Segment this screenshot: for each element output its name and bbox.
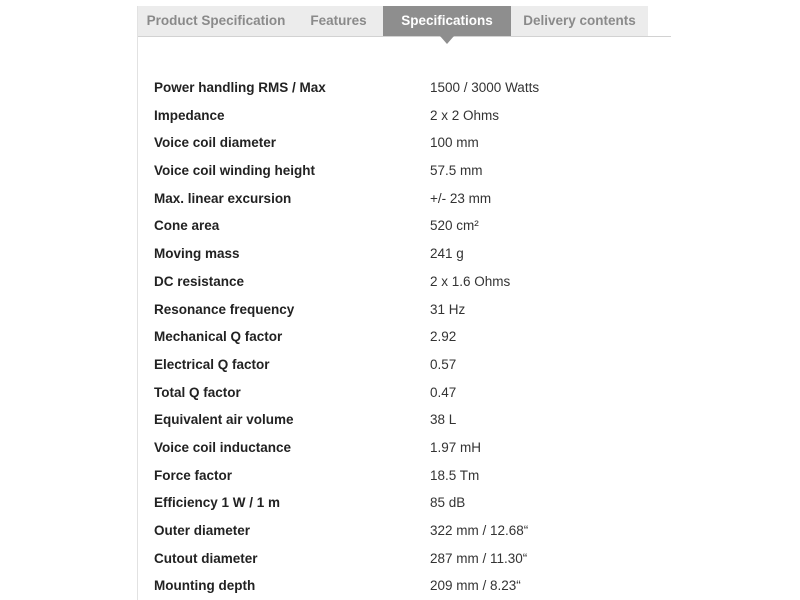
- spec-label: Impedance: [154, 107, 225, 123]
- tab-specifications[interactable]: [383, 6, 511, 36]
- tab-specifications-label: Specifications: [401, 13, 493, 28]
- spec-label: Voice coil winding height: [154, 163, 316, 179]
- spec-row: [154, 184, 654, 212]
- spec-row: [154, 156, 654, 184]
- tab-delivery-contents[interactable]: Delivery contents: [511, 6, 648, 36]
- spec-row: [154, 295, 654, 323]
- spec-row: [154, 73, 654, 101]
- spec-label: Force factor: [154, 467, 233, 483]
- spec-value: 18.5 Tm: [430, 467, 480, 483]
- spec-row: [154, 211, 654, 239]
- product-detail-panel: [137, 6, 671, 600]
- spec-label: Resonance frequency: [154, 301, 295, 317]
- tab-product-specification[interactable]: Product Specification: [138, 6, 294, 36]
- spec-value: 100 mm: [430, 135, 479, 151]
- active-tab-pointer-icon: [440, 36, 454, 44]
- spec-row: [154, 239, 654, 267]
- spec-row: [154, 405, 654, 433]
- spec-row: [154, 322, 654, 350]
- spec-row: [154, 516, 654, 544]
- spec-label: Voice coil inductance: [154, 439, 292, 455]
- spec-row: [154, 128, 654, 156]
- spec-label: Mechanical Q factor: [154, 329, 283, 345]
- spec-row: [154, 571, 654, 599]
- spec-row: [154, 544, 654, 572]
- spec-value: +/- 23 mm: [430, 190, 492, 206]
- spec-value: 0.57: [430, 356, 457, 372]
- spec-value: 57.5 mm: [430, 163, 483, 179]
- spec-label: Moving mass: [154, 246, 240, 262]
- spec-row: [154, 350, 654, 378]
- spec-label: Cone area: [154, 218, 220, 234]
- spec-label: Power handling RMS / Max: [154, 80, 326, 95]
- spec-label: Mounting depth: [154, 578, 256, 594]
- spec-value: 241 g: [430, 246, 464, 262]
- spec-row: [154, 378, 654, 406]
- spec-label: Electrical Q factor: [154, 356, 270, 372]
- tab-features[interactable]: Features: [294, 6, 383, 36]
- spec-label: Max. linear excursion: [154, 190, 292, 206]
- spec-value: 322 mm / 12.68“: [430, 523, 529, 538]
- spec-value: 0.47: [430, 384, 457, 400]
- spec-label: Total Q factor: [154, 384, 241, 400]
- spec-value: 287 mm / 11.30“: [430, 550, 528, 566]
- spec-row: [154, 488, 654, 516]
- spec-value: 2.92: [430, 329, 457, 345]
- spec-label: Outer diameter: [154, 523, 251, 538]
- spec-row: [154, 101, 654, 129]
- spec-value: 2 x 2 Ohms: [430, 107, 500, 123]
- spec-value: 38 L: [430, 412, 457, 428]
- spec-label: DC resistance: [154, 273, 245, 289]
- spec-value: 1.97 mH: [430, 439, 482, 455]
- spec-value: 31 Hz: [430, 301, 466, 317]
- spec-row: [154, 433, 654, 461]
- spec-row: [154, 267, 654, 295]
- spec-label: Efficiency 1 W / 1 m: [154, 495, 281, 511]
- spec-label: Cutout diameter: [154, 550, 258, 566]
- spec-value: 209 mm / 8.23“: [430, 578, 521, 594]
- tab-bar: [138, 6, 671, 37]
- spec-value: 1500 / 3000 Watts: [430, 80, 540, 95]
- spec-value: 2 x 1.6 Ohms: [430, 273, 511, 289]
- spec-value: 85 dB: [430, 495, 466, 511]
- spec-value: 520 cm²: [430, 218, 479, 234]
- spec-label: Equivalent air volume: [154, 412, 294, 428]
- spec-row: [154, 461, 654, 489]
- spec-label: Voice coil diameter: [154, 135, 277, 151]
- specifications-list: [154, 73, 654, 599]
